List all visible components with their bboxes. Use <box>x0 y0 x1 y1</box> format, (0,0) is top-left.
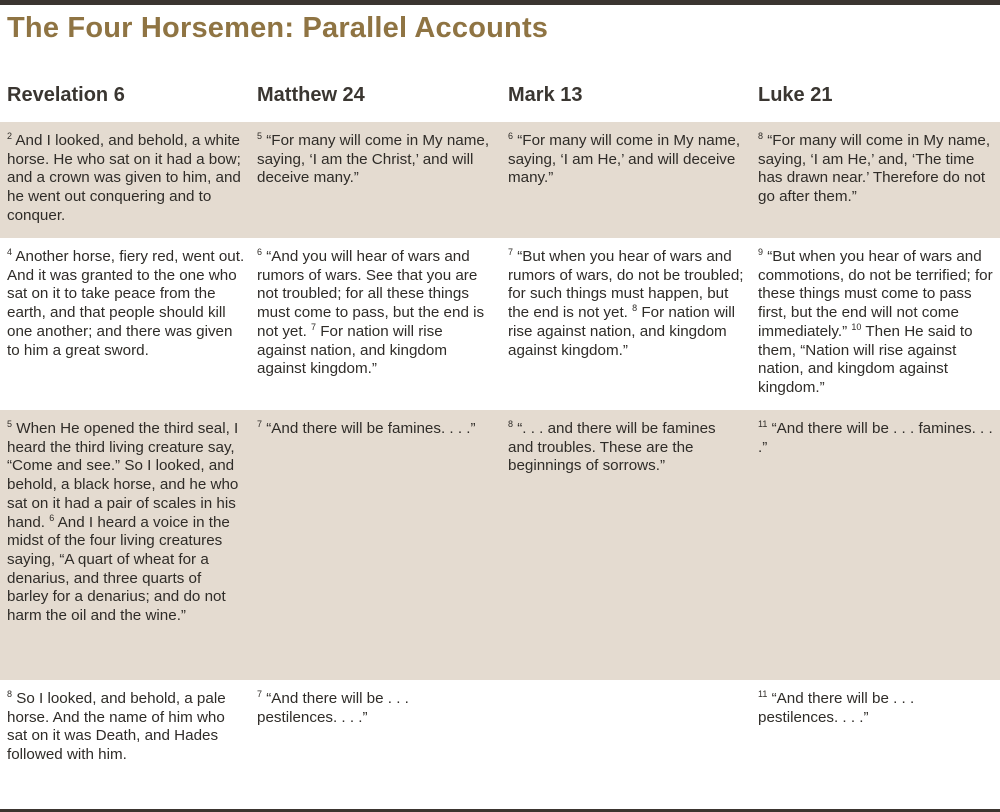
verse-number: 7 <box>257 689 263 699</box>
verse-text: Then He said to them, “Nation will rise against nation, and kingdom against kingdom.” <box>758 322 973 396</box>
cell-luke <box>758 690 996 727</box>
table-row <box>0 238 1000 410</box>
cell-mark <box>508 132 744 188</box>
verse-number: 11 <box>758 419 768 429</box>
column-header-luke: Luke 21 <box>758 84 833 106</box>
column-header-revelation: Revelation 6 <box>7 84 125 106</box>
verse-text: “And you will hear of wars and rumors of wars. See that you are not troubled; for all these things must come to pass, but the end is not yet. <box>257 248 485 340</box>
verse-text: “And there will be . . . famines. . . .” <box>758 420 993 456</box>
verse-number: 8 <box>7 689 13 699</box>
column-header-matthew: Matthew 24 <box>257 84 365 106</box>
verse-number: 5 <box>257 131 263 141</box>
verse-text: Another horse, fiery red, went out. And it was granted to the one who sat on it to take peace from the earth, and that people should kill one another; and there was given to him a great sword. <box>7 248 245 359</box>
page-title: The Four Horsemen: Parallel Accounts <box>7 12 549 44</box>
verse-text: “For many will come in My name, saying, ‘I am He,’ and, ‘The time has drawn near.’ Therefore do not go after them.” <box>758 132 991 206</box>
verse-text: “And there will be famines. . . .” <box>262 420 476 437</box>
cell-revelation <box>7 420 245 626</box>
top-rule <box>0 0 1000 5</box>
verse-text: “And there will be . . . pestilences. . . .” <box>257 690 409 726</box>
verse-number: 6 <box>49 512 55 523</box>
cell-matthew <box>257 690 493 727</box>
verse-number: 5 <box>7 419 13 429</box>
verse-text: “But when you hear of wars and rumors of wars, do not be troubled; for such things must happen, but the end is not yet. <box>508 248 744 322</box>
verse-text: For nation will rise against nation, and kingdom against kingdom.” <box>257 322 447 378</box>
table-row <box>0 680 1000 809</box>
verse-text: “For many will come in My name, saying, ‘I am the Christ,’ and will deceive many.” <box>257 132 490 187</box>
verse-text: When He opened the third seal, I heard the third living creature say, “Come and see.” So I looked, and behold, a black horse, and he who sat on it had a pair of scales in his hand. <box>7 420 239 531</box>
cell-revelation <box>7 132 245 226</box>
cell-luke <box>758 420 996 457</box>
verse-number: 8 <box>758 131 764 141</box>
verse-number: 6 <box>508 131 514 141</box>
verse-number: 11 <box>758 689 768 699</box>
verse-text: “. . . and there will be famines and troubles. These are the beginnings of sorrows.” <box>508 420 716 475</box>
verse-number: 2 <box>7 131 13 141</box>
verse-text: So I looked, and behold, a pale horse. And the name of him who sat on it was Death, and Hades followed with him. <box>7 690 226 764</box>
verse-text: For nation will rise against nation, and kingdom against kingdom.” <box>508 304 736 359</box>
verse-number: 8 <box>508 419 514 429</box>
cell-luke <box>758 248 996 398</box>
verse-number: 4 <box>7 247 13 257</box>
verse-number: 10 <box>851 321 862 332</box>
cell-luke <box>758 132 996 207</box>
verse-number: 8 <box>632 303 638 314</box>
verse-text: And I heard a voice in the midst of the four living creatures saying, “A quart of wheat for a denarius, and three quarts of barley for a denarius; and do not harm the oil and the wine.” <box>7 513 230 625</box>
verse-text: “But when you hear of wars and commotions, do not be terrified; for these things must come to pass first, but the end will not come immediately.” <box>758 248 993 340</box>
cell-revelation <box>7 248 245 360</box>
verse-number: 7 <box>257 419 263 429</box>
cell-revelation <box>7 690 245 765</box>
verse-text: And I looked, and behold, a white horse. He who sat on it had a bow; and a crown was given to him, and he went out conquering and to conquer. <box>7 132 241 224</box>
verse-text: “And there will be . . . pestilences. . . .” <box>758 690 915 726</box>
cell-matthew <box>257 420 493 439</box>
cell-matthew <box>257 248 493 379</box>
column-header-mark: Mark 13 <box>508 84 583 106</box>
verse-number: 9 <box>758 247 764 257</box>
verse-number: 6 <box>257 247 263 257</box>
verse-number: 7 <box>508 247 514 257</box>
table-row <box>0 122 1000 238</box>
cell-mark <box>508 248 744 360</box>
cell-matthew <box>257 132 493 188</box>
table-row <box>0 410 1000 680</box>
cell-mark <box>508 420 744 476</box>
verse-text: “For many will come in My name, saying, ‘I am He,’ and will deceive many.” <box>508 132 741 187</box>
table-header <box>0 84 1000 118</box>
verse-number: 7 <box>311 321 317 332</box>
